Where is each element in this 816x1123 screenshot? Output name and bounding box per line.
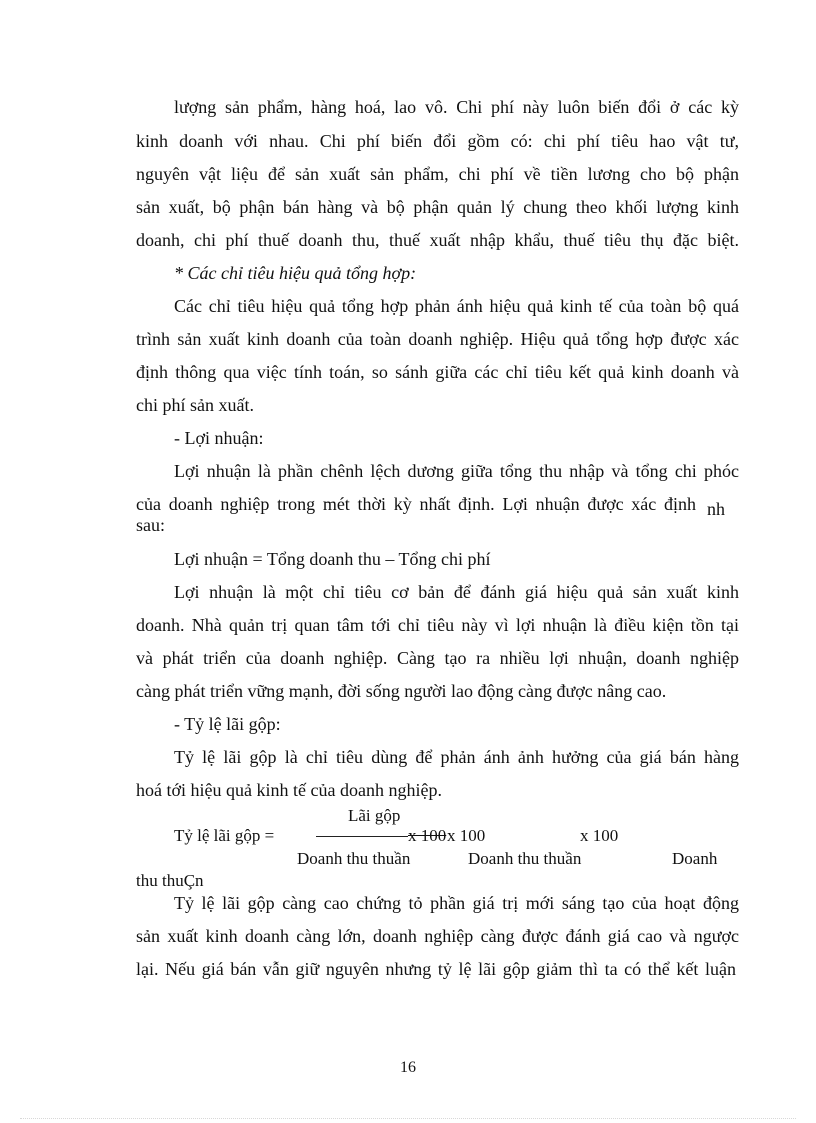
paragraph-line: càng phát triển vững mạnh, đời sống người lao động càng được nâng cao. <box>136 681 667 701</box>
formula-multiplier: x 100 <box>447 826 486 845</box>
paragraph-line: sau: <box>136 515 165 535</box>
paragraph-line: chi phí sản xuất. <box>136 395 254 415</box>
paragraph-line: sản xuất, bộ phận bán hàng và bộ phận quản lý chung theo khối lượng kinh <box>136 197 739 217</box>
paragraph-line: Tỷ lệ lãi gộp càng cao chứng tỏ phần giá trị mới sáng tạo của hoạt động <box>174 893 739 913</box>
fraction-bar <box>316 836 408 837</box>
paragraph-line: Tỷ lệ lãi gộp là chỉ tiêu dùng để phản ánh ảnh hưởng của giá bán hàng <box>174 747 739 767</box>
paragraph-line: sản xuất kinh doanh càng lớn, doanh nghiệp càng được đánh giá cao và ngược <box>136 926 739 946</box>
page-number: 16 <box>400 1059 416 1076</box>
formula-multiplier: x 100 <box>580 826 619 845</box>
paragraph-line: kinh doanh với nhau. Chi phí biến đổi gồm có: chi phí tiêu hao vật tư, <box>136 131 739 151</box>
formula-line: Lợi nhuận = Tổng doanh thu – Tổng chi phí <box>174 549 491 569</box>
formula-numerator: Lãi gộp <box>348 806 401 825</box>
paragraph-line: định thông qua việc tính toán, so sánh giữa các chỉ tiêu kết quả kinh doanh và <box>136 362 739 382</box>
subheading: - Lợi nhuận: <box>174 428 264 448</box>
section-heading: * Các chỉ tiêu hiệu quả tổng hợp: <box>174 263 417 283</box>
paragraph-line: hoá tới hiệu quả kinh tế của doanh nghiệp. <box>136 780 442 800</box>
paragraph-line: lượng sản phẩm, hàng hoá, lao vô. Chi phí này luôn biến đổi ở các kỳ <box>174 97 739 117</box>
paragraph-line: Lợi nhuận là phần chênh lệch dương giữa tổng thu nhập và tổng chi phóc <box>174 461 739 481</box>
paragraph-line: trình sản xuất kinh doanh của toàn doanh nghiệp. Hiệu quả tổng hợp được xác <box>136 329 739 349</box>
paragraph-line: doanh, chi phí thuế doanh thu, thuế xuất nhập khẩu, thuế tiêu thụ đặc biệt. <box>136 230 739 250</box>
subheading: - Tỷ lệ lãi gộp: <box>174 714 281 734</box>
formula-denominator: Doanh <box>672 849 718 868</box>
paragraph-line: nguyên vật liệu để sản xuất sản phẩm, chi phí về tiền lương cho bộ phận <box>136 164 739 184</box>
formula-denominator: Doanh thu thuần <box>468 849 582 868</box>
paragraph-line: và phát triển của doanh nghiệp. Càng tạo ra nhiều lợi nhuận, doanh nghiệp <box>136 648 739 668</box>
paragraph-line: của doanh nghiệp trong mét thời kỳ nhất định. Lợi nhuận được xác định <box>136 494 696 514</box>
page-bottom-divider <box>20 1118 796 1119</box>
paragraph-line: lại. Nếu giá bán vẫn giữ nguyên nhưng tỷ lệ lãi gộp giảm thì ta có thể kết luận <box>136 959 736 979</box>
paragraph-line: Các chỉ tiêu hiệu quả tổng hợp phản ánh hiệu quả kinh tế của toàn bộ quá <box>174 296 739 316</box>
formula-struck-multiplier: x 100 <box>408 826 447 845</box>
paragraph-line: doanh. Nhà quản trị quan tâm tới chỉ tiêu này vì lợi nhuận là điều kiện tồn tại <box>136 615 739 635</box>
formula-label: Tỷ lệ lãi gộp = <box>174 826 275 845</box>
formula-continuation: thu thuÇn <box>136 871 204 890</box>
text-fragment: nh <box>707 499 725 519</box>
paragraph-line: Lợi nhuận là một chỉ tiêu cơ bản để đánh giá hiệu quả sản xuất kinh <box>174 582 739 602</box>
formula-denominator: Doanh thu thuần <box>297 849 411 868</box>
